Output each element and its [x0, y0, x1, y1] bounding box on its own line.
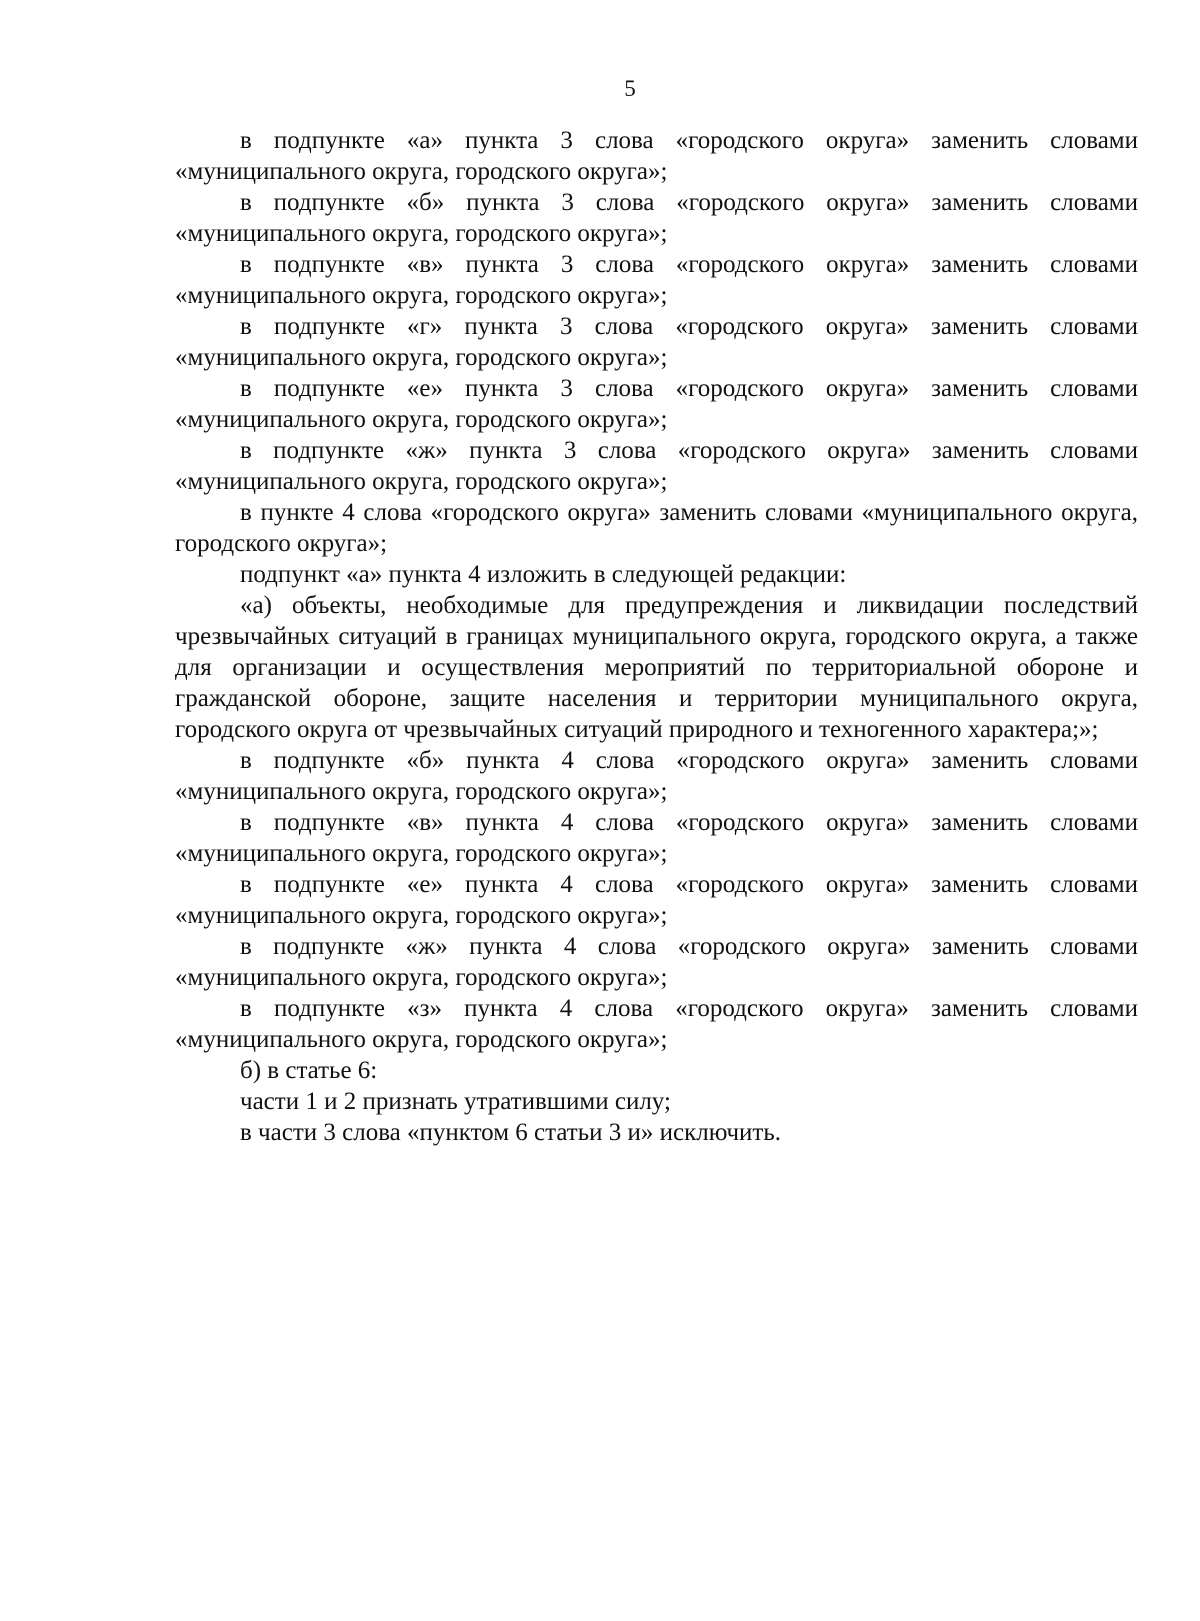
paragraph-8: подпункт «а» пункта 4 изложить в следующей редакции: [240, 561, 847, 588]
paragraph-6: в подпункте «ж» пункта 3 слова «городского округа» заменить словами «муниципального округа, городского округа»; [175, 437, 1138, 495]
document-body [175, 125, 1138, 1148]
paragraph-3: в подпункте «в» пункта 3 слова «городского округа» заменить словами «муниципального округа, городского округа»; [175, 251, 1138, 309]
paragraph-5: в подпункте «е» пункта 3 слова «городского округа» заменить словами «муниципального округа, городского округа»; [175, 375, 1138, 433]
paragraph-2: в подпункте «б» пункта 3 слова «городского округа» заменить словами «муниципального округа, городского округа»; [175, 189, 1138, 247]
paragraph-12: в подпункте «е» пункта 4 слова «городского округа» заменить словами «муниципального округа, городского округа»; [175, 871, 1138, 929]
paragraph-11: в подпункте «в» пункта 4 слова «городского округа» заменить словами «муниципального округа, городского округа»; [175, 809, 1138, 867]
paragraph-9: «а) объекты, необходимые для предупреждения и ликвидации последствий чрезвычайных ситуаций в границах муниципального округа, городского округа, а также для организации и осуществления мероприятий по территориальной обороне и гражданской обороне, защите населения и территории муниципального округа, городского округа от чрезвычайных ситуаций природного и техногенного характера;»; [175, 592, 1138, 743]
paragraph-17: в части 3 слова «пунктом 6 статьи 3 и» исключить. [240, 1119, 781, 1146]
paragraph-1: в подпункте «а» пункта 3 слова «городского округа» заменить словами «муниципального округа, городского округа»; [175, 127, 1138, 185]
paragraph-10: в подпункте «б» пункта 4 слова «городского округа» заменить словами «муниципального округа, городского округа»; [175, 747, 1138, 805]
page-number: 5 [624, 76, 636, 101]
paragraph-4: в подпункте «г» пункта 3 слова «городского округа» заменить словами «муниципального округа, городского округа»; [175, 313, 1138, 371]
paragraph-13: в подпункте «ж» пункта 4 слова «городского округа» заменить словами «муниципального округа, городского округа»; [175, 933, 1138, 991]
paragraph-7: в пункте 4 слова «городского округа» заменить словами «муниципального округа, городского округа»; [175, 499, 1138, 557]
paragraph-16: части 1 и 2 признать утратившими силу; [240, 1088, 671, 1115]
paragraph-15: б) в статье 6: [240, 1057, 378, 1084]
paragraph-14: в подпункте «з» пункта 4 слова «городского округа» заменить словами «муниципального округа, городского округа»; [175, 995, 1138, 1053]
